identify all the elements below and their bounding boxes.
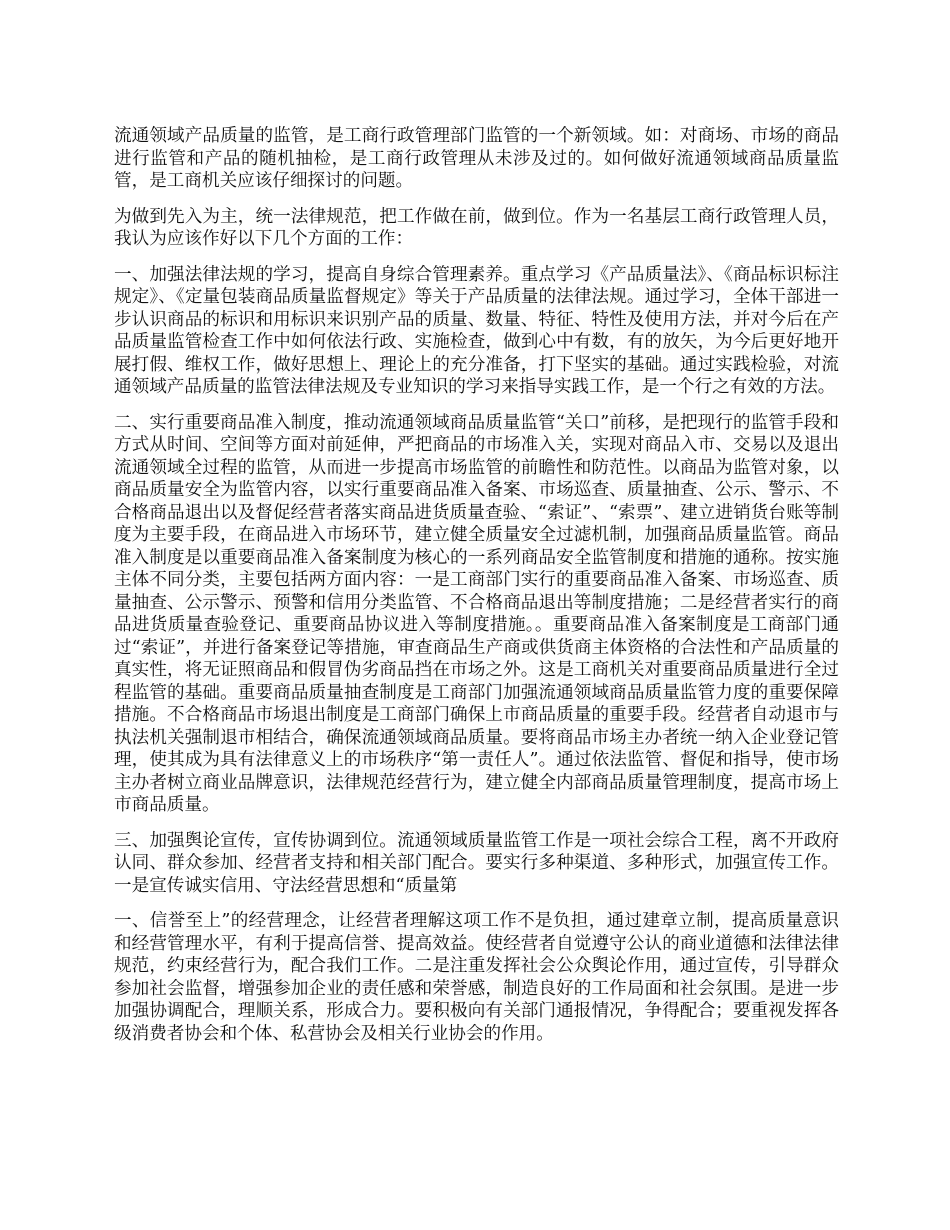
paragraph-section-one: 一、加强法律法规的学习，提高自身综合管理素养。重点学习《产品质量法》、《商品标识标注规定》、《定量包装商品质量监督规定》等关于产品质量的法律法规。通过学习，全体干部进一步认识商品的标识和用标识来识别产品的质量、数量、特征、特性及使用方法，并对今后在产品质量监管检查工作中如何依法行政、实施检查，做到心中有数，有的放矢，为今后更好地开展打假、维权工作，做好思想上、理论上的充分准备，打下坚实的基础。通过实践检验，对流通领域产品质量的监管法律法规及专业知识的学习来指导实践工作，是一个行之有效的方法。	[114, 264, 839, 397]
paragraph-section-two: 二、实行重要商品准入制度，推动流通领域商品质量监管“关口”前移，是把现行的监管手段和方式从时间、空间等方面对前延伸，严把商品的市场准入关，实现对商品入市、交易以及退出流通领域全过程的监管，从而进一步提高市场监管的前瞻性和防范性。以商品为监管对象，以商品质量安全为监管内容，以实行重要商品准入备案、市场巡查、质量抽查、公示、警示、不合格商品退出以及督促经营者落实商品进货质量查验、“索证”、“索票”、建立进销货台账等制度为主要手段，在商品进入市场环节，建立健全质量安全过滤机制，加强商品质量监管。商品准入制度是以重要商品准入备案制度为核心的一系列商品安全监管制度和措施的通称。按实施主体不同分类，主要包括两方面内容：一是工商部门实行的重要商品准入备案、市场巡查、质量抽查、公示警示、预警和信用分类监管、不合格商品退出等制度措施；二是经营者实行的商品进货质量查验登记、重要商品协议进入等制度措施。。重要商品准入备案制度是工商部门通过“索证”，并进行备案登记等措施，审查商品生产商或供货商主体资格的合法性和产品质量的真实性，将无证照商品和假冒伪劣商品挡在市场之外。这是工商机关对重要商品质量进行全过程监管的基础。重要商品质量抽查制度是工商部门加强流通领域商品质量监管力度的重要保障措施。不合格商品市场退出制度是工商部门确保上市商品质量的重要手段。经营者自动退市与执法机关强制退市相结合，确保流通领域商品质量。要将商品市场主办者统一纳入企业登记管理，使其成为具有法律意义上的市场秩序“第一责任人”。通过依法监管、督促和指导，使市场主办者树立商业品牌意识，法律规范经营行为，建立健全内部商品质量管理制度，提高市场上市商品质量。	[114, 412, 839, 815]
paragraph-intro: 流通领域产品质量的监管，是工商行政管理部门监管的一个新领域。如：对商场、市场的商品进行监管和产品的随机抽检，是工商行政管理从未涉及过的。如何做好流通领域商品质量监管，是工商机关应该仔细探讨的问题。	[114, 126, 839, 191]
document-body	[114, 125, 839, 1058]
paragraph-purpose: 为做到先入为主，统一法律规范，把工作做在前，做到位。作为一名基层工商行政管理人员，我认为应该作好以下几个方面的工作：	[114, 206, 839, 249]
paragraph-section-three: 三、加强舆论宣传，宣传协调到位。流通领域质量监管工作是一项社会综合工程，离不开政府认同、群众参加、经营者支持和相关部门配合。要实行多种渠道、多种形式，加强宣传工作。一是宣传诚实信用、守法经营思想和“质量第	[114, 830, 839, 896]
paragraph-section-three-continued: 一、信誉至上”的经营理念，让经营者理解这项工作不是负担，通过建章立制，提高质量意识和经营管理水平，有利于提高信誉、提高效益。使经营者自觉遵守公认的商业道德和法律法律规范，约束经营行为，配合我们工作。二是注重发挥社会公众舆论作用，通过宣传，引导群众参加社会监督，增强参加企业的责任感和荣誉感，制造良好的工作局面和社会氛围。是进一步加强协调配合，理顺关系，形成合力。要积极向有关部门通报情况，争得配合；要重视发挥各级消费者协会和个体、私营协会及相关行业协会的作用。	[114, 911, 839, 1044]
